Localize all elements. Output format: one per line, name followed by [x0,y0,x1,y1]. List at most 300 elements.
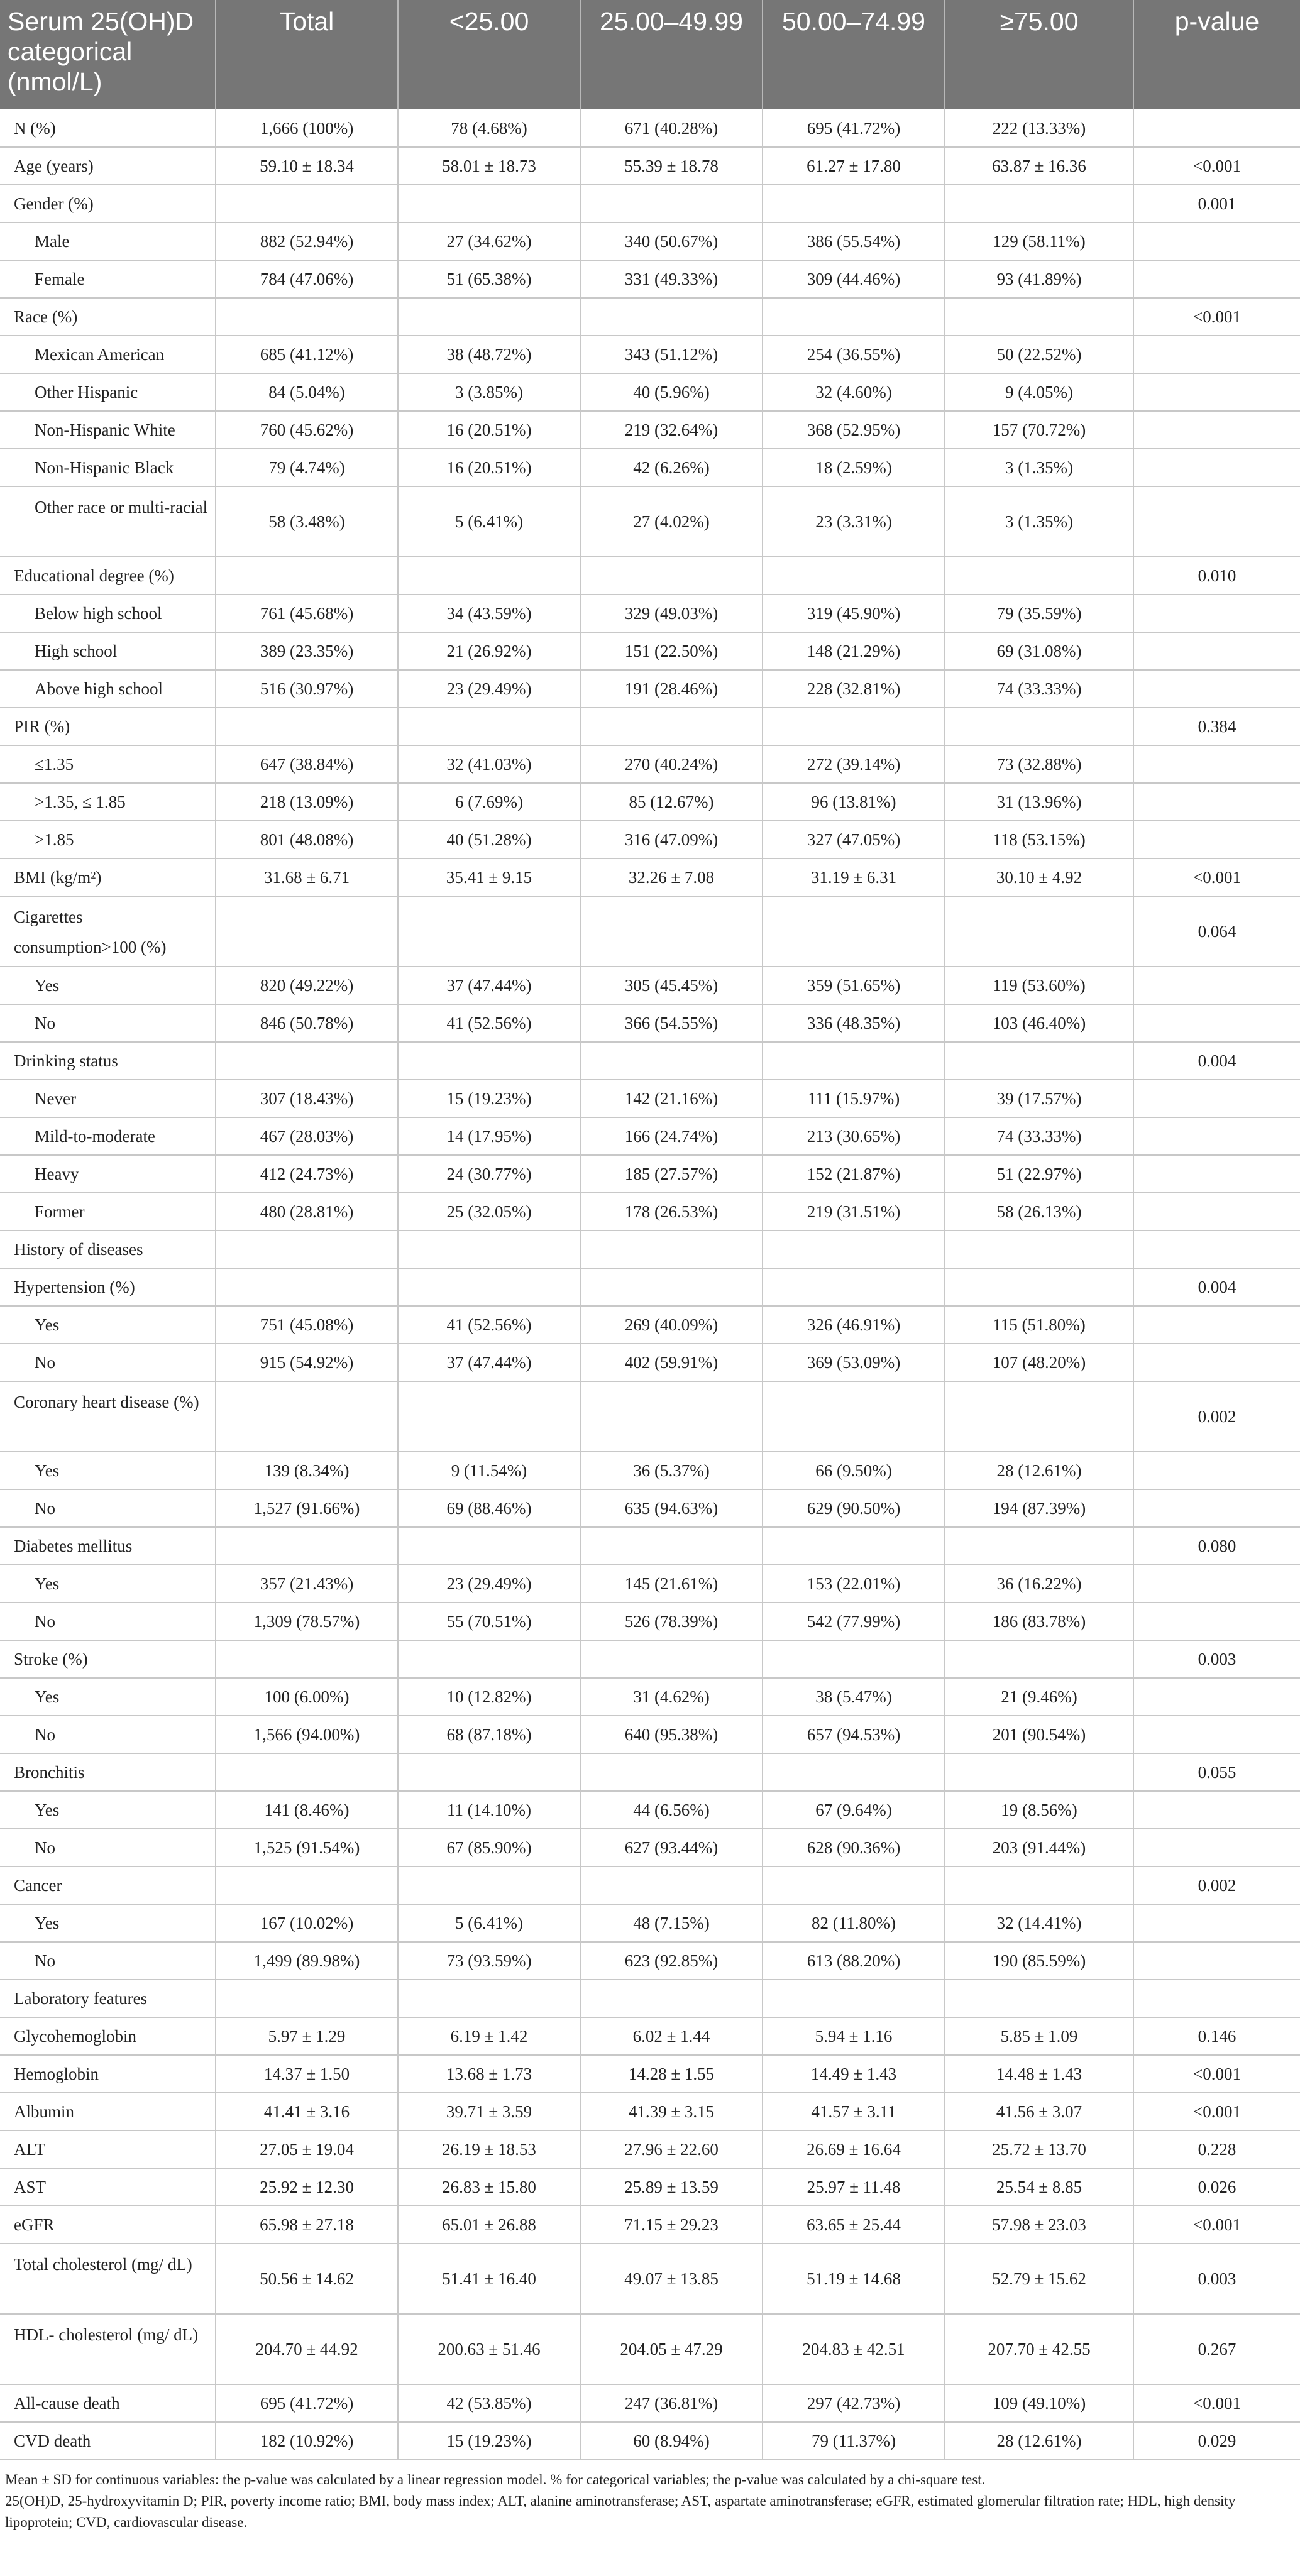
cell-ge75: 186 (83.78%) [945,1603,1133,1640]
cell-50-74: 153 (22.01%) [763,1565,945,1603]
cell-25-49: 343 (51.12%) [580,336,763,373]
cell-p-value [1133,595,1300,632]
cell-lt25 [398,298,580,336]
cell-ge75: 74 (33.33%) [945,1117,1133,1155]
cell-25-49: 270 (40.24%) [580,745,763,783]
row-label: No [0,1716,216,1753]
cell-25-49: 6.02 ± 1.44 [580,2017,763,2055]
cell-25-49: 27.96 ± 22.60 [580,2130,763,2168]
cell-total: 761 (45.68%) [216,595,398,632]
table-row [0,967,1300,1004]
cell-ge75: 51 (22.97%) [945,1155,1133,1193]
cell-total [216,185,398,222]
cell-total: 695 (41.72%) [216,2384,398,2422]
cell-25-49: 145 (21.61%) [580,1565,763,1603]
cell-50-74: 51.19 ± 14.68 [763,2244,945,2314]
cell-ge75: 129 (58.11%) [945,222,1133,260]
cell-lt25: 23 (29.49%) [398,670,580,708]
cell-lt25: 55 (70.51%) [398,1603,580,1640]
cell-p-value: <0.001 [1133,2384,1300,2422]
cell-p-value [1133,1193,1300,1230]
cell-lt25: 65.01 ± 26.88 [398,2206,580,2244]
cell-lt25: 39.71 ± 3.59 [398,2093,580,2130]
cell-ge75: 9 (4.05%) [945,373,1133,411]
cell-p-value [1133,1155,1300,1193]
cell-25-49 [580,557,763,595]
cell-total: 5.97 ± 1.29 [216,2017,398,2055]
cell-25-49: 329 (49.03%) [580,595,763,632]
cell-25-49: 340 (50.67%) [580,222,763,260]
cell-lt25 [398,185,580,222]
cell-lt25: 58.01 ± 18.73 [398,147,580,185]
cell-ge75: 79 (35.59%) [945,595,1133,632]
cell-total: 100 (6.00%) [216,1678,398,1716]
cell-lt25: 37 (47.44%) [398,967,580,1004]
cell-lt25: 37 (47.44%) [398,1344,580,1381]
cell-50-74: 5.94 ± 1.16 [763,2017,945,2055]
table-row [0,745,1300,783]
cell-total: 139 (8.34%) [216,1452,398,1489]
cell-lt25: 10 (12.82%) [398,1678,580,1716]
cell-50-74 [763,1866,945,1904]
cell-ge75: 3 (1.35%) [945,449,1133,486]
cell-50-74 [763,298,945,336]
cell-lt25: 69 (88.46%) [398,1489,580,1527]
cell-25-49 [580,1527,763,1565]
header-ge75: ≥75.00 [945,0,1133,109]
cell-50-74: 67 (9.64%) [763,1791,945,1829]
table-row [0,1716,1300,1753]
cell-50-74: 254 (36.55%) [763,336,945,373]
cell-lt25: 51 (65.38%) [398,260,580,298]
cell-total [216,557,398,595]
cell-25-49 [580,1381,763,1452]
cell-25-49 [580,1230,763,1268]
cell-ge75: 115 (51.80%) [945,1306,1133,1344]
cell-ge75 [945,708,1133,745]
cell-25-49: 402 (59.91%) [580,1344,763,1381]
cell-total [216,1866,398,1904]
row-label: >1.85 [0,821,216,858]
cell-ge75: 19 (8.56%) [945,1791,1133,1829]
row-label: Coronary heart disease (%) [0,1381,216,1452]
cell-ge75: 73 (32.88%) [945,745,1133,783]
cell-p-value [1133,1716,1300,1753]
cell-p-value [1133,1603,1300,1640]
cell-lt25: 35.41 ± 9.15 [398,858,580,896]
cell-25-49 [580,1640,763,1678]
cell-25-49 [580,1866,763,1904]
header-total: Total [216,0,398,109]
row-label: Other race or multi-racial [0,486,216,557]
cell-ge75: 52.79 ± 15.62 [945,2244,1133,2314]
row-label: Mexican American [0,336,216,373]
cell-total: 751 (45.08%) [216,1306,398,1344]
row-label: Stroke (%) [0,1640,216,1678]
cell-total [216,1980,398,2017]
cell-p-value [1133,1904,1300,1942]
cell-total: 59.10 ± 18.34 [216,147,398,185]
table-row [0,1193,1300,1230]
cell-ge75: 32 (14.41%) [945,1904,1133,1942]
cell-total: 65.98 ± 27.18 [216,2206,398,2244]
cell-lt25 [398,1268,580,1306]
cell-25-49: 166 (24.74%) [580,1117,763,1155]
cell-total: 357 (21.43%) [216,1565,398,1603]
cell-total [216,298,398,336]
cell-lt25: 73 (93.59%) [398,1942,580,1980]
row-label: No [0,1344,216,1381]
cell-50-74: 66 (9.50%) [763,1452,945,1489]
cell-total: 25.92 ± 12.30 [216,2168,398,2206]
cell-50-74: 219 (31.51%) [763,1193,945,1230]
cell-lt25 [398,896,580,967]
cell-50-74: 613 (88.20%) [763,1942,945,1980]
row-label: Educational degree (%) [0,557,216,595]
cell-lt25: 68 (87.18%) [398,1716,580,1753]
cell-total: 915 (54.92%) [216,1344,398,1381]
cell-total [216,1640,398,1678]
cell-total: 820 (49.22%) [216,967,398,1004]
row-label: AST [0,2168,216,2206]
footnote-line: 25(OH)D, 25-hydroxyvitamin D; PIR, poverty income ratio; BMI, body mass index; ALT, alanine aminotransferase; AST, aspartate aminotransferase; eGFR, estimated glomerular filtration rate; HDL, high density lipoprotein; CVD, cardiovascular disease. [5,2493,1236,2530]
cell-lt25: 41 (52.56%) [398,1306,580,1344]
row-label: Male [0,222,216,260]
row-label: All-cause death [0,2384,216,2422]
cell-50-74: 41.57 ± 3.11 [763,2093,945,2130]
cell-ge75: 39 (17.57%) [945,1080,1133,1117]
row-label: Total cholesterol (mg/ dL) [0,2244,216,2314]
cell-50-74: 96 (13.81%) [763,783,945,821]
cell-total: 1,499 (89.98%) [216,1942,398,1980]
row-label: Mild-to-moderate [0,1117,216,1155]
cell-ge75 [945,1042,1133,1080]
row-label: Cancer [0,1866,216,1904]
cell-50-74: 79 (11.37%) [763,2422,945,2460]
row-label: Yes [0,1306,216,1344]
table-row [0,632,1300,670]
table-row [0,858,1300,896]
cell-lt25 [398,557,580,595]
table-row [0,1603,1300,1640]
cell-total: 846 (50.78%) [216,1004,398,1042]
table-row [0,2422,1300,2460]
header-row [0,0,1300,109]
cell-lt25: 14 (17.95%) [398,1117,580,1155]
cell-25-49 [580,185,763,222]
cell-50-74: 628 (90.36%) [763,1829,945,1866]
cell-p-value [1133,745,1300,783]
cell-25-49: 623 (92.85%) [580,1942,763,1980]
cell-p-value [1133,1004,1300,1042]
table-row [0,2314,1300,2384]
cell-lt25: 6.19 ± 1.42 [398,2017,580,2055]
table-row [0,411,1300,449]
cell-p-value [1133,1942,1300,1980]
cell-total: 14.37 ± 1.50 [216,2055,398,2093]
row-label: Glycohemoglobin [0,2017,216,2055]
cell-50-74: 213 (30.65%) [763,1117,945,1155]
cell-p-value [1133,411,1300,449]
cell-50-74 [763,1980,945,2017]
cell-25-49: 526 (78.39%) [580,1603,763,1640]
cell-50-74: 368 (52.95%) [763,411,945,449]
cell-ge75: 41.56 ± 3.07 [945,2093,1133,2130]
row-label: Race (%) [0,298,216,336]
cell-p-value: 0.055 [1133,1753,1300,1791]
cell-p-value [1133,1678,1300,1716]
cell-50-74: 25.97 ± 11.48 [763,2168,945,2206]
cell-total: 27.05 ± 19.04 [216,2130,398,2168]
table-row [0,2130,1300,2168]
cell-lt25: 3 (3.85%) [398,373,580,411]
cell-total: 882 (52.94%) [216,222,398,260]
cell-total [216,1268,398,1306]
cell-p-value: <0.001 [1133,2055,1300,2093]
row-label: Laboratory features [0,1980,216,2017]
header-p-value: p-value [1133,0,1300,109]
cell-25-49: 32.26 ± 7.08 [580,858,763,896]
cell-50-74: 32 (4.60%) [763,373,945,411]
cell-total [216,708,398,745]
table-row [0,821,1300,858]
cell-lt25: 15 (19.23%) [398,1080,580,1117]
cell-total: 685 (41.12%) [216,336,398,373]
cell-total: 801 (48.08%) [216,821,398,858]
row-label: BMI (kg/m²) [0,858,216,896]
cell-p-value: 0.004 [1133,1268,1300,1306]
cell-25-49: 44 (6.56%) [580,1791,763,1829]
cell-25-49: 305 (45.45%) [580,967,763,1004]
cell-50-74 [763,185,945,222]
cell-ge75: 25.72 ± 13.70 [945,2130,1133,2168]
cell-p-value [1133,783,1300,821]
table-row [0,1381,1300,1452]
cell-50-74: 31.19 ± 6.31 [763,858,945,896]
cell-lt25: 78 (4.68%) [398,109,580,147]
cell-lt25: 42 (53.85%) [398,2384,580,2422]
cell-50-74: 26.69 ± 16.64 [763,2130,945,2168]
row-label: CVD death [0,2422,216,2460]
cell-p-value [1133,1829,1300,1866]
cell-ge75: 31 (13.96%) [945,783,1133,821]
cell-total: 647 (38.84%) [216,745,398,783]
cell-ge75: 157 (70.72%) [945,411,1133,449]
table-row [0,147,1300,185]
cell-p-value [1133,336,1300,373]
footnote-line: Mean ± SD for continuous variables: the p-value was calculated by a linear regression model. % for categorical variables; the p-value was calculated by a chi-square test. [5,2472,986,2487]
cell-lt25: 38 (48.72%) [398,336,580,373]
cell-ge75: 201 (90.54%) [945,1716,1133,1753]
cell-25-49: 36 (5.37%) [580,1452,763,1489]
cell-50-74 [763,557,945,595]
row-label: History of diseases [0,1230,216,1268]
row-label: Albumin [0,2093,216,2130]
cell-lt25 [398,1527,580,1565]
cell-p-value [1133,1452,1300,1489]
cell-25-49: 191 (28.46%) [580,670,763,708]
table-row [0,1866,1300,1904]
cell-p-value [1133,1344,1300,1381]
cell-50-74 [763,1230,945,1268]
cell-p-value: 0.004 [1133,1042,1300,1080]
cell-p-value [1133,967,1300,1004]
cell-ge75 [945,1980,1133,2017]
table-row [0,1904,1300,1942]
cell-p-value: <0.001 [1133,2093,1300,2130]
cell-50-74 [763,1753,945,1791]
cell-25-49: 85 (12.67%) [580,783,763,821]
cell-total: 218 (13.09%) [216,783,398,821]
cell-total [216,1381,398,1452]
cell-lt25: 16 (20.51%) [398,411,580,449]
cell-ge75 [945,1866,1133,1904]
table-row [0,1230,1300,1268]
cell-lt25: 9 (11.54%) [398,1452,580,1489]
cell-ge75: 118 (53.15%) [945,821,1133,858]
table-row [0,2206,1300,2244]
cell-total: 167 (10.02%) [216,1904,398,1942]
table-row [0,2168,1300,2206]
cell-p-value: 0.003 [1133,2244,1300,2314]
cell-ge75: 36 (16.22%) [945,1565,1133,1603]
cell-p-value: 0.228 [1133,2130,1300,2168]
cell-ge75 [945,1230,1133,1268]
row-label: Hypertension (%) [0,1268,216,1306]
cell-p-value [1133,260,1300,298]
cell-50-74: 327 (47.05%) [763,821,945,858]
cell-p-value [1133,1791,1300,1829]
table-row [0,1042,1300,1080]
cell-p-value: 0.002 [1133,1866,1300,1904]
cell-lt25: 40 (51.28%) [398,821,580,858]
cell-50-74: 542 (77.99%) [763,1603,945,1640]
header-variable: Serum 25(OH)D categorical (nmol/L) [0,0,216,109]
row-label: N (%) [0,109,216,147]
table-header [0,0,1300,109]
cell-p-value [1133,449,1300,486]
table-body [0,109,1300,2460]
cell-50-74: 14.49 ± 1.43 [763,2055,945,2093]
cell-25-49: 151 (22.50%) [580,632,763,670]
cell-total: 1,566 (94.00%) [216,1716,398,1753]
cell-50-74: 111 (15.97%) [763,1080,945,1117]
cell-p-value: 0.003 [1133,1640,1300,1678]
cell-25-49: 331 (49.33%) [580,260,763,298]
cell-total: 307 (18.43%) [216,1080,398,1117]
cell-p-value [1133,1980,1300,2017]
table-row [0,1678,1300,1716]
cell-ge75: 3 (1.35%) [945,486,1133,557]
cell-ge75 [945,1753,1133,1791]
row-label: No [0,1829,216,1866]
cell-total: 1,525 (91.54%) [216,1829,398,1866]
cell-total: 41.41 ± 3.16 [216,2093,398,2130]
cell-lt25: 23 (29.49%) [398,1565,580,1603]
header-lt25: <25.00 [398,0,580,109]
row-label: Hemoglobin [0,2055,216,2093]
table-row [0,1268,1300,1306]
cell-ge75: 194 (87.39%) [945,1489,1133,1527]
cell-lt25 [398,1753,580,1791]
cell-25-49: 71.15 ± 29.23 [580,2206,763,2244]
cell-25-49: 25.89 ± 13.59 [580,2168,763,2206]
cell-25-49 [580,1980,763,2017]
table-row [0,1306,1300,1344]
cell-50-74: 326 (46.91%) [763,1306,945,1344]
table-row [0,1565,1300,1603]
cell-50-74: 228 (32.81%) [763,670,945,708]
cell-25-49: 31 (4.62%) [580,1678,763,1716]
table-row [0,708,1300,745]
cell-ge75 [945,298,1133,336]
cell-p-value [1133,109,1300,147]
cell-50-74: 695 (41.72%) [763,109,945,147]
cell-p-value [1133,1489,1300,1527]
cell-p-value: 0.384 [1133,708,1300,745]
row-label: Heavy [0,1155,216,1193]
table-row [0,1080,1300,1117]
cell-lt25: 11 (14.10%) [398,1791,580,1829]
cell-50-74: 152 (21.87%) [763,1155,945,1193]
cell-ge75 [945,1381,1133,1452]
table-row [0,1980,1300,2017]
cell-50-74: 23 (3.31%) [763,486,945,557]
cell-ge75: 63.87 ± 16.36 [945,147,1133,185]
cell-lt25: 13.68 ± 1.73 [398,2055,580,2093]
row-label: No [0,1942,216,1980]
row-label: No [0,1603,216,1640]
cell-50-74: 386 (55.54%) [763,222,945,260]
cell-25-49: 40 (5.96%) [580,373,763,411]
table-row [0,2055,1300,2093]
cell-25-49: 640 (95.38%) [580,1716,763,1753]
cell-ge75 [945,1640,1133,1678]
cell-50-74: 336 (48.35%) [763,1004,945,1042]
cell-p-value [1133,632,1300,670]
cell-50-74: 309 (44.46%) [763,260,945,298]
cell-ge75: 50 (22.52%) [945,336,1133,373]
row-label: Age (years) [0,147,216,185]
table-row [0,1753,1300,1791]
cell-25-49 [580,1268,763,1306]
cell-50-74: 204.83 ± 42.51 [763,2314,945,2384]
cell-total: 141 (8.46%) [216,1791,398,1829]
cell-25-49: 55.39 ± 18.78 [580,147,763,185]
cell-lt25 [398,1381,580,1452]
row-label: Non-Hispanic Black [0,449,216,486]
table-row [0,1452,1300,1489]
table-row [0,2384,1300,2422]
cell-p-value: 0.080 [1133,1527,1300,1565]
cell-ge75: 57.98 ± 23.03 [945,2206,1133,2244]
row-label: Yes [0,1452,216,1489]
row-label: No [0,1004,216,1042]
cell-ge75: 5.85 ± 1.09 [945,2017,1133,2055]
cell-ge75: 25.54 ± 8.85 [945,2168,1133,2206]
cell-p-value: 0.029 [1133,2422,1300,2460]
cell-25-49: 635 (94.63%) [580,1489,763,1527]
cell-p-value: 0.010 [1133,557,1300,595]
table-row [0,1791,1300,1829]
cell-total [216,1753,398,1791]
cell-lt25: 5 (6.41%) [398,486,580,557]
cell-25-49: 41.39 ± 3.15 [580,2093,763,2130]
cell-50-74 [763,1640,945,1678]
cell-50-74 [763,1381,945,1452]
cell-total: 467 (28.03%) [216,1117,398,1155]
cell-50-74: 369 (53.09%) [763,1344,945,1381]
